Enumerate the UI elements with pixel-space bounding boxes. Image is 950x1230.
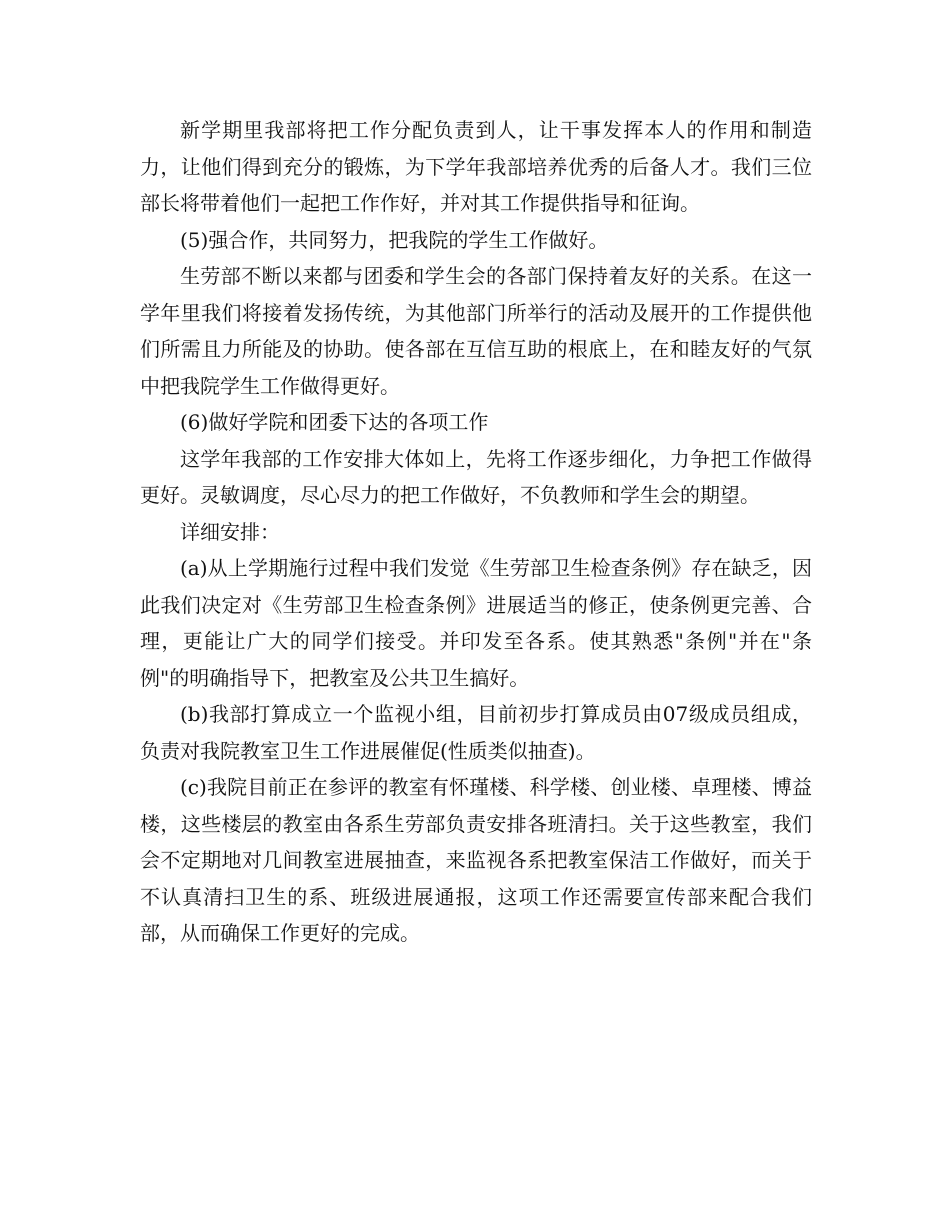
paragraph-detailed-arrangements-label: 详细安排： <box>180 519 280 544</box>
paragraph-heading-cooperation: (5)强合作，共同努力，把我院的学生工作做好。 <box>180 227 609 252</box>
paragraph-department-relations: 生劳部不断以来都与团委和学生会的各部门保持着友好的关系。在这一学年里我们将接着发扬传统，为其他部门所举行的活动及展开的工作提供他们所需且力所能及的协助。使各部在互信互助的根底上，在和睦友好的气氛中把我院学生工作做得更好。 <box>140 264 812 398</box>
paragraph-summary: 这学年我部的工作安排大体如上，先将工作逐步细化，力争把工作做得更好。灵敏调度，尽心尽力的把工作做好，不负教师和学生会的期望。 <box>140 446 812 507</box>
paragraph-item-a: (a)从上学期施行过程中我们发觉《生劳部卫生检查条例》存在缺乏，因此我们决定对《生劳部卫生检查条例》进展适当的修正，使条例更完善、合理，更能让广大的同学们接受。并印发至各系。使其熟悉"条例"并在"条例"的明确指导下，把教室及公共卫生搞好。 <box>140 556 812 690</box>
paragraph-heading-assigned-tasks: (6)做好学院和团委下达的各项工作 <box>180 410 489 434</box>
paragraph-cadre-training: 新学期里我部将把工作分配负责到人，让干事发挥本人的作用和制造力，让他们得到充分的锻炼，为下学年我部培养优秀的后备人才。我们三位部长将带着他们一起把工作作好，并对其工作提供指导和征询。 <box>140 118 812 215</box>
paragraph-item-b: (b)我部打算成立一个监视小组，目前初步打算成员由07级成员组成，负责对我院教室卫生工作进展催促(性质类似抽查)。 <box>140 702 812 763</box>
document-body <box>140 112 812 952</box>
paragraph-item-c: (c)我院目前正在参评的教室有怀瑾楼、科学楼、创业楼、卓理楼、博益楼，这些楼层的教室由各系生劳部负责安排各班清扫。关于这些教室，我们会不定期地对几间教室进展抽查，来监视各系把教室保洁工作做好，而关于不认真清扫卫生的系、班级进展通报，这项工作还需要宣传部来配合我们部，从而确保工作更好的完成。 <box>140 775 812 945</box>
